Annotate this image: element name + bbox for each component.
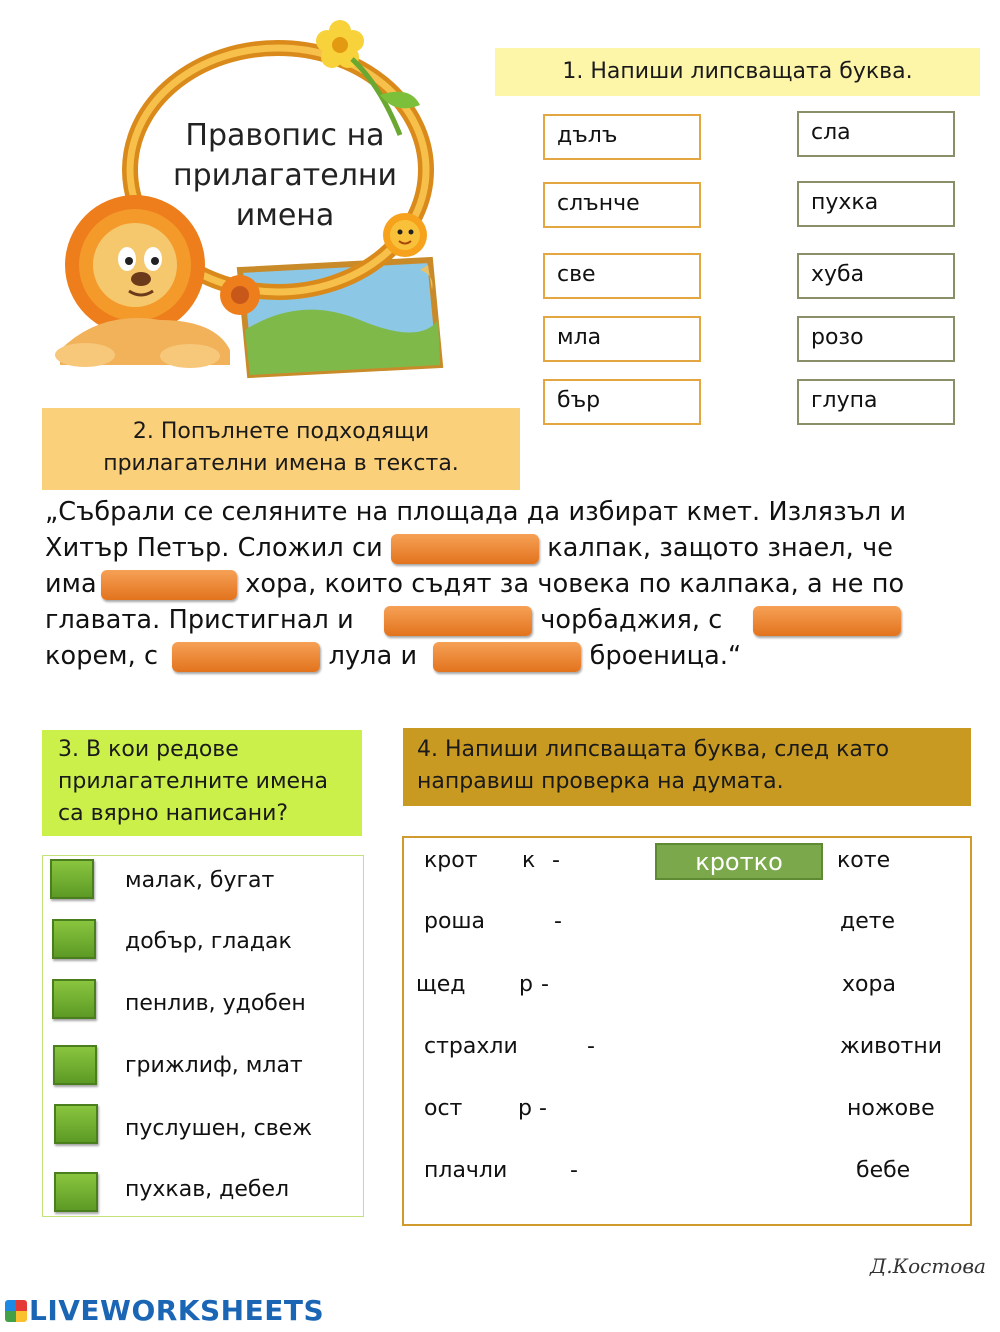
- exercise-4-header-line: 4. Напиши липсващата буква, след като: [417, 737, 890, 762]
- ex4-noun: коте: [837, 848, 891, 873]
- text-fragment: „Събрали се селяните на площада да избират кмет. Излязъл и: [45, 497, 907, 527]
- author-signature: Д.Костова: [870, 1254, 986, 1278]
- adjective-input[interactable]: [391, 534, 539, 564]
- text-line: [45, 494, 975, 530]
- adjective-input[interactable]: [384, 606, 532, 636]
- ex4-word: ост: [424, 1096, 463, 1121]
- exercise-4-header-line: направиш проверка на думата.: [417, 769, 784, 794]
- text-fragment: броеница.“: [589, 641, 742, 671]
- ex1-word-field[interactable]: дълъ: [543, 114, 701, 160]
- text-fragment: главата. Пристигнал и: [45, 605, 354, 635]
- option-checkbox[interactable]: [52, 919, 96, 959]
- text-line: [45, 566, 975, 602]
- ex1-word-field[interactable]: розо: [797, 316, 955, 362]
- option-label: добър, гладак: [125, 929, 292, 954]
- ex4-dash: -: [587, 1034, 595, 1059]
- ex4-dash: -: [570, 1158, 578, 1183]
- exercise-3-header-line: прилагателните имена: [58, 769, 328, 794]
- logo-text: LIVEWORKSHEETS: [29, 1294, 325, 1327]
- option-label: малак, бугат: [125, 868, 275, 893]
- option-label: пуслушен, свеж: [125, 1116, 313, 1141]
- text-fragment: чорбаджия, с: [540, 605, 723, 635]
- exercise-2-text: [45, 494, 975, 674]
- text-fragment: хора, които съдят за човека по калпака, а не по: [245, 569, 905, 599]
- ex4-word: плачли: [424, 1158, 508, 1183]
- ex1-word-field[interactable]: мла: [543, 316, 701, 362]
- ex4-letter: к: [522, 848, 536, 873]
- exercise-3-header-line: 3. В кои редове: [58, 737, 239, 762]
- adjective-input[interactable]: [172, 642, 320, 672]
- option-checkbox[interactable]: [53, 1045, 97, 1085]
- text-line: [45, 602, 975, 638]
- text-line: [45, 638, 975, 674]
- option-checkbox[interactable]: [50, 859, 94, 899]
- page-title-line-2: прилагателни: [172, 158, 398, 193]
- exercise-3-options: [42, 855, 364, 1217]
- option-checkbox[interactable]: [52, 979, 96, 1019]
- page-title: [150, 116, 420, 236]
- ex1-word-field[interactable]: све: [543, 253, 701, 299]
- text-line: [45, 530, 975, 566]
- ex4-letter: р: [518, 1096, 532, 1121]
- ex4-dash: -: [554, 909, 562, 934]
- exercise-1-header: 1. Напиши липсващата буква.: [495, 48, 980, 96]
- exercise-4-header: [403, 728, 971, 806]
- text-fragment: лула и: [328, 641, 418, 671]
- ex4-word: щед: [416, 972, 466, 997]
- ex4-noun: дете: [840, 909, 896, 934]
- ex4-noun: бебе: [856, 1158, 911, 1183]
- ex1-word-field[interactable]: слънче: [543, 182, 701, 228]
- ex1-word-field[interactable]: сла: [797, 111, 955, 157]
- ex4-noun: ножове: [847, 1096, 935, 1121]
- option-checkbox[interactable]: [54, 1172, 98, 1212]
- ex4-dash: -: [541, 972, 549, 997]
- text-fragment: Хитър Петър. Сложил си: [45, 533, 383, 563]
- exercise-3-header: [42, 730, 362, 836]
- ex4-noun: животни: [840, 1034, 943, 1059]
- option-label: грижлиф, млат: [125, 1053, 303, 1078]
- adjective-input[interactable]: [433, 642, 581, 672]
- text-fragment: има: [45, 569, 97, 599]
- ex4-dash: -: [539, 1096, 547, 1121]
- adjective-input[interactable]: [101, 570, 237, 600]
- ex4-dash: -: [552, 848, 560, 873]
- ex4-word: крот: [424, 848, 478, 873]
- ex1-word-field[interactable]: хуба: [797, 253, 955, 299]
- ex4-noun: хора: [842, 972, 896, 997]
- exercise-2-header-line: 2. Попълнете подходящи: [132, 419, 430, 444]
- adjective-input[interactable]: [753, 606, 901, 636]
- ex1-word-field[interactable]: бър: [543, 379, 701, 425]
- ex4-word: страхли: [424, 1034, 518, 1059]
- option-checkbox[interactable]: [54, 1104, 98, 1144]
- exercise-3-header-line: са вярно написани?: [58, 801, 289, 826]
- exercise-2-header: [42, 408, 520, 490]
- logo-icon: [5, 1300, 27, 1322]
- ex1-word-field[interactable]: глупа: [797, 379, 955, 425]
- ex4-letter: р: [519, 972, 533, 997]
- option-label: пухкав, дебел: [125, 1177, 290, 1202]
- liveworksheets-logo[interactable]: [5, 1294, 324, 1327]
- ex1-word-field[interactable]: пухка: [797, 181, 955, 227]
- page-title-line-1: Правопис на: [185, 118, 385, 153]
- option-label: пенлив, удобен: [125, 991, 306, 1016]
- text-fragment: калпак, защото знаел, че: [547, 533, 894, 563]
- ex4-answer-field[interactable]: кротко: [655, 843, 823, 880]
- ex4-word: роша: [424, 909, 486, 934]
- exercise-2-header-line: прилагателни имена в текста.: [103, 451, 459, 476]
- text-fragment: корем, с: [45, 641, 159, 671]
- page-title-line-3: имена: [235, 198, 335, 233]
